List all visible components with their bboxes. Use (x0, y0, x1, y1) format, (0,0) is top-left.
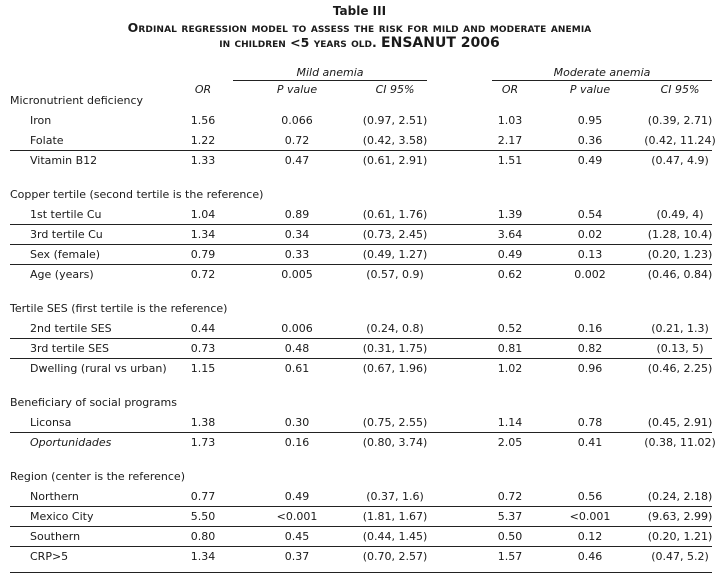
row-label: Sex (female) (30, 248, 101, 261)
table-cell: 0.62 (497, 268, 523, 281)
row-label: Age (years) (30, 268, 94, 281)
table-cell: 0.12 (577, 530, 603, 543)
table-cell: (0.31, 1.75) (362, 342, 428, 355)
table-cell: (0.24, 2.18) (647, 490, 713, 503)
table-cell: 0.78 (577, 416, 603, 429)
row-divider (10, 264, 712, 265)
table-cell: 0.13 (577, 248, 603, 261)
group-label: Micronutrient deficiency (10, 94, 144, 107)
row-label: 3rd tertile Cu (30, 228, 103, 241)
table-cell: 1.33 (190, 154, 216, 167)
group-label: Region (center is the reference) (10, 470, 185, 483)
table-cell: 0.81 (497, 342, 523, 355)
table-cell: (0.49, 1.27) (362, 248, 428, 261)
table-cell: (0.45, 2.91) (647, 416, 713, 429)
table-cell: 1.38 (190, 416, 216, 429)
table-cell: (0.39, 2.71) (647, 114, 713, 127)
table-cell: 0.02 (577, 228, 603, 241)
survey-name: ENSANUT 2006 (381, 35, 500, 51)
table-cell: 0.50 (497, 530, 523, 543)
table-subtitle (0, 35, 719, 51)
row-divider (10, 526, 712, 527)
column-header: CI 95% (660, 83, 700, 96)
table-cell: 0.066 (281, 114, 313, 127)
row-divider (10, 546, 712, 547)
table-cell: 0.80 (190, 530, 216, 543)
table-cell: (0.70, 2.57) (362, 550, 428, 563)
table-cell: (0.47, 5.2) (651, 550, 709, 563)
table-cell: 0.33 (284, 248, 310, 261)
table-cell: (0.46, 0.84) (647, 268, 713, 281)
table-cell: (0.42, 3.58) (362, 134, 428, 147)
row-divider (10, 244, 712, 245)
table-number: Table III (332, 4, 387, 18)
table-cell: 1.02 (497, 362, 523, 375)
table-cell: 5.50 (190, 510, 216, 523)
row-label: 1st tertile Cu (30, 208, 102, 221)
table-cell: 0.46 (577, 550, 603, 563)
table-cell: 1.39 (497, 208, 523, 221)
table-cell: 0.44 (190, 322, 216, 335)
table-cell: 3.64 (497, 228, 523, 241)
row-label: Northern (30, 490, 79, 503)
table-cell: 0.41 (577, 436, 603, 449)
row-label: Folate (30, 134, 64, 147)
subtitle-text: in children <5 years old. (219, 35, 382, 50)
table-cell: 0.95 (577, 114, 603, 127)
table-cell: 0.30 (284, 416, 310, 429)
table-cell: (0.75, 2.55) (362, 416, 428, 429)
group-rule-mild (233, 80, 427, 81)
row-label: Dwelling (rural vs urban) (30, 362, 167, 375)
table-cell: (0.46, 2.25) (647, 362, 713, 375)
table-cell: (0.13, 5) (656, 342, 704, 355)
table-cell: 0.34 (284, 228, 310, 241)
table-cell: 0.48 (284, 342, 310, 355)
table-cell: 0.82 (577, 342, 603, 355)
table-cell: <0.001 (569, 510, 611, 523)
column-group-mild: Mild anemia (296, 66, 364, 79)
table-cell: 0.73 (190, 342, 216, 355)
table-cell: (0.80, 3.74) (362, 436, 428, 449)
table-cell: 0.16 (284, 436, 310, 449)
table-cell: 2.17 (497, 134, 523, 147)
table-cell: (0.57, 0.9) (366, 268, 424, 281)
table-cell: 0.49 (284, 490, 310, 503)
table-cell: (0.42, 11.24) (644, 134, 716, 147)
table-cell: 1.34 (190, 550, 216, 563)
table-cell: 0.006 (281, 322, 313, 335)
table-cell: 0.49 (577, 154, 603, 167)
table-cell: 0.002 (574, 268, 606, 281)
table-cell: (0.47, 4.9) (651, 154, 709, 167)
table-cell: 0.47 (284, 154, 310, 167)
table-cell: 0.61 (284, 362, 310, 375)
table-cell: 0.36 (577, 134, 603, 147)
table-cell: 0.54 (577, 208, 603, 221)
table-cell: 0.37 (284, 550, 310, 563)
table-cell: 1.22 (190, 134, 216, 147)
table-cell: 0.72 (190, 268, 216, 281)
table-cell: (9.63, 2.99) (647, 510, 713, 523)
table-cell: (0.73, 2.45) (362, 228, 428, 241)
table-cell: 0.52 (497, 322, 523, 335)
table-cell: 0.96 (577, 362, 603, 375)
table-cell: 1.34 (190, 228, 216, 241)
row-label: Mexico City (30, 510, 94, 523)
row-label: Southern (30, 530, 81, 543)
table-cell: 0.49 (497, 248, 523, 261)
row-label: 2nd tertile SES (30, 322, 112, 335)
column-header: CI 95% (375, 83, 415, 96)
row-label: 3rd tertile SES (30, 342, 110, 355)
row-label: Vitamin B12 (30, 154, 98, 167)
table-cell: 0.72 (497, 490, 523, 503)
column-header: P value (569, 83, 611, 96)
table-cell: (0.61, 2.91) (362, 154, 428, 167)
row-divider (10, 150, 712, 151)
table-cell: (0.38, 11.02) (644, 436, 716, 449)
table-cell: (1.81, 1.67) (362, 510, 428, 523)
table-cell: (0.61, 1.76) (362, 208, 428, 221)
column-header: OR (501, 83, 519, 96)
row-divider (10, 358, 712, 359)
table-bottom-rule (10, 572, 712, 573)
group-label: Beneficiary of social programs (10, 396, 177, 409)
table-cell: 2.05 (497, 436, 523, 449)
row-divider (10, 224, 712, 225)
table-cell: (0.37, 1.6) (366, 490, 424, 503)
table-cell: 1.73 (190, 436, 216, 449)
table-cell: 1.14 (497, 416, 523, 429)
table-cell: <0.001 (276, 510, 318, 523)
table-cell: 0.89 (284, 208, 310, 221)
table-cell: (0.49, 4) (656, 208, 704, 221)
table-cell: (0.97, 2.51) (362, 114, 428, 127)
table-cell: 0.56 (577, 490, 603, 503)
table-cell: 0.79 (190, 248, 216, 261)
row-divider (10, 338, 712, 339)
row-divider (10, 432, 712, 433)
table-cell: 1.03 (497, 114, 523, 127)
table-cell: 1.15 (190, 362, 216, 375)
table-cell: 0.72 (284, 134, 310, 147)
table-cell: 0.16 (577, 322, 603, 335)
column-group-moderate: Moderate anemia (553, 66, 651, 79)
table-cell: 5.37 (497, 510, 523, 523)
row-label: Iron (30, 114, 52, 127)
row-label: Oportunidades (30, 436, 112, 449)
row-divider (10, 506, 712, 507)
table-cell: 0.77 (190, 490, 216, 503)
table-cell: (0.20, 1.21) (647, 530, 713, 543)
table-cell: (0.20, 1.23) (647, 248, 713, 261)
table-cell: (0.44, 1.45) (362, 530, 428, 543)
group-label: Tertile SES (first tertile is the reference) (10, 302, 228, 315)
table-cell: 1.51 (497, 154, 523, 167)
table-cell: 0.45 (284, 530, 310, 543)
row-label: CRP>5 (30, 550, 69, 563)
table-cell: 1.57 (497, 550, 523, 563)
group-label: Copper tertile (second tertile is the reference) (10, 188, 264, 201)
row-label: Liconsa (30, 416, 72, 429)
table-cell: (0.67, 1.96) (362, 362, 428, 375)
group-rule-moderate (492, 80, 712, 81)
column-header: OR (194, 83, 212, 96)
table-title: Ordinal regression model to assess the risk for mild and moderate anemia (127, 20, 592, 35)
table-cell: (0.21, 1.3) (651, 322, 709, 335)
table-cell: 0.005 (281, 268, 313, 281)
table-cell: (0.24, 0.8) (366, 322, 424, 335)
column-header: P value (276, 83, 318, 96)
table-cell: 1.04 (190, 208, 216, 221)
table-cell: 1.56 (190, 114, 216, 127)
table-cell: (1.28, 10.4) (647, 228, 713, 241)
